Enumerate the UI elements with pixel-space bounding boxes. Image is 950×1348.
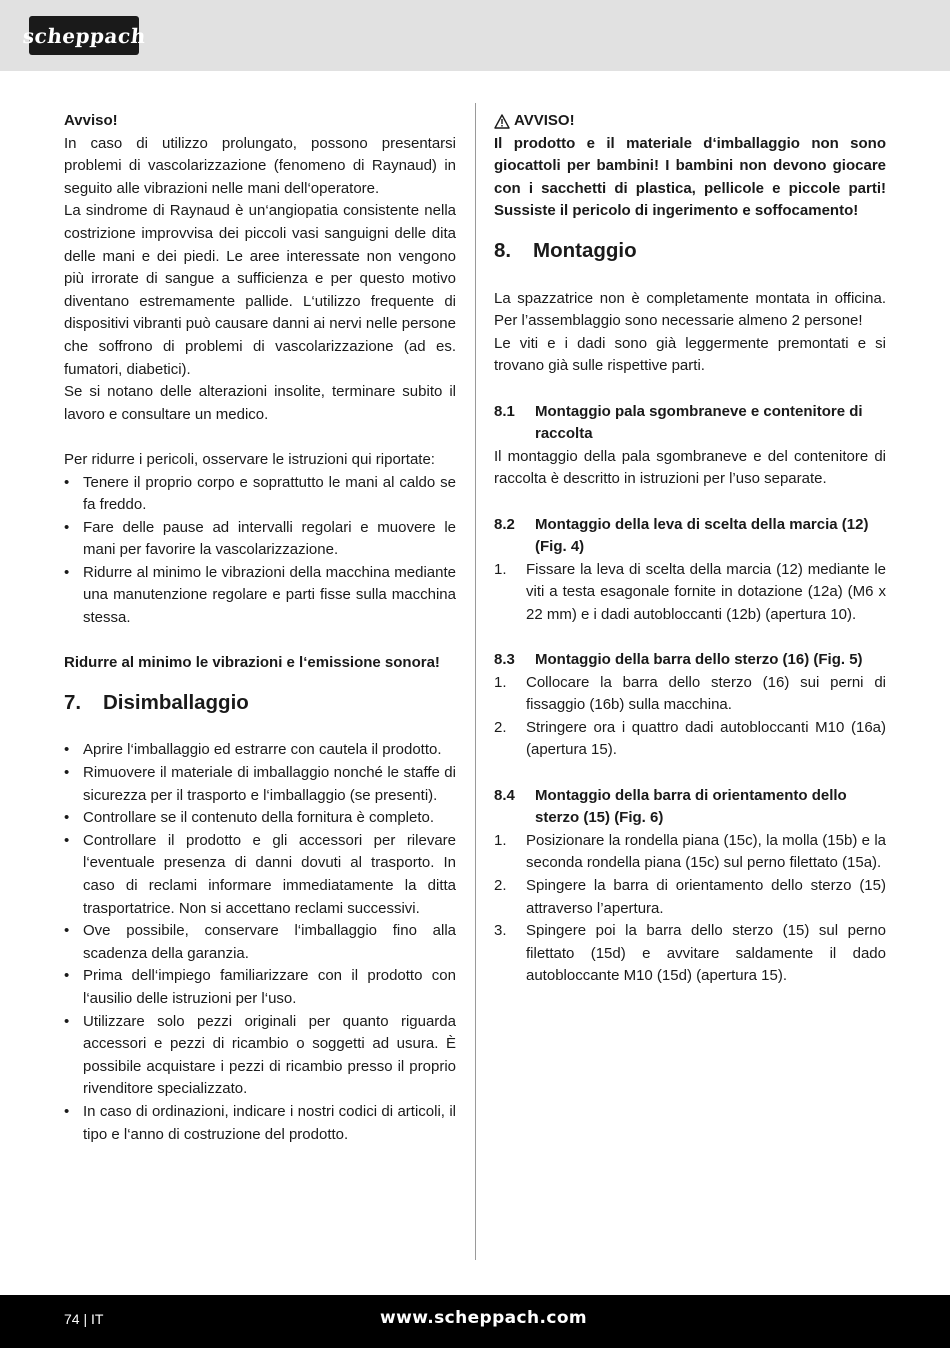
step-item	[494, 672, 886, 717]
section-title: Montaggio	[533, 238, 637, 262]
step-text: Spingere la barra di orientamento dello sterzo (15) attraverso l’apertura.	[526, 877, 886, 917]
steps-list	[494, 672, 886, 762]
section-number: 8.	[494, 238, 512, 262]
subsection-title: Montaggio della barra di orientamento dello sterzo (15) (Fig. 6)	[535, 786, 847, 827]
subsection-title: Montaggio della leva di scelta della marcia (12) (Fig. 4)	[535, 515, 869, 556]
notice-title: Avviso!	[64, 112, 118, 129]
list-item: • Utilizzare solo pezzi originali per quanto riguarda accessori e pezzi di ricambio o soggetti ad usura. È possibile acquistare i pezzi di ricambio presso il proprio rivenditore specializzato.	[64, 1011, 456, 1101]
step-text: Fissare la leva di scelta della marcia (12) mediante le viti a testa esagonale fornite in dotazione (12a) (M6 x 22 mm) e i dadi autobloccanti (12b) (apertura 10).	[526, 560, 886, 623]
subsection-title: Montaggio pala sgombraneve e contenitore di raccolta	[535, 402, 863, 443]
step-item	[494, 830, 886, 875]
left-column	[64, 110, 456, 1146]
list-item: • Controllare il prodotto e gli accessori per rilevare l‘eventuale presenza di danni dovuti al trasporto. In caso di reclami informare immediatamente la ditta trasportatrice. Non si accettano reclami successivi.	[64, 830, 456, 920]
subsection-number: 8.1	[494, 402, 515, 420]
steps-list	[494, 830, 886, 988]
warning-heading	[494, 110, 886, 133]
section-title: Disimballaggio	[103, 690, 249, 714]
section-7-heading	[64, 689, 456, 717]
reduce-list	[64, 472, 456, 630]
subsection-number: 8.2	[494, 515, 515, 533]
step-number: 3.	[494, 922, 507, 940]
list-item: • Rimuovere il materiale di imballaggio nonché le staffe di sicurezza per il trasporto e l‘imballaggio (se presenti).	[64, 762, 456, 807]
step-text: Stringere ora i quattro dadi autobloccanti M10 (16a) (apertura 15).	[526, 718, 886, 759]
reduce-intro: Per ridurre i pericoli, osservare le istruzioni qui riportate:	[64, 450, 435, 468]
step-number: 1.	[494, 673, 507, 691]
step-item	[494, 559, 886, 627]
step-item	[494, 875, 886, 920]
step-item	[494, 920, 886, 988]
step-number: 2.	[494, 877, 507, 894]
logo-text: scheppach	[21, 23, 147, 48]
column-divider	[475, 103, 476, 1260]
unpack-list	[64, 739, 456, 1146]
warning-text: Il prodotto e il materiale d‘imballaggio non sono giocattoli per bambini! I bambini non devono giocare con i sacchetti di plastica, pellicole e piccole parti! Sussiste il pericolo di ingerimento e soffocamento!	[494, 134, 886, 220]
notice-paragraph: In caso di utilizzo prolungato, possono presentarsi problemi di vascolarizzazione (fenomeno di Raynaud) in seguito alle vibrazioni nelle mani dell‘operatore.	[64, 134, 456, 197]
subsection-8-2-heading	[494, 514, 886, 559]
subsection-8-1-heading	[494, 401, 886, 446]
list-item: • Aprire l‘imballaggio ed estrarre con cautela il prodotto.	[64, 739, 456, 762]
subsection-number: 8.4	[494, 786, 515, 804]
warning-triangle-icon	[494, 114, 510, 129]
website-link[interactable]: www.scheppach.com	[380, 1308, 588, 1328]
subsection-8-3-heading	[494, 649, 886, 672]
subsection-text: Il montaggio della pala sgombraneve e del contenitore di raccolta è descritto in istruzioni per l’uso separate.	[494, 447, 886, 488]
subsection-number: 8.3	[494, 651, 515, 669]
reduce-bold-note: Ridurre al minimo le vibrazioni e l‘emissione sonora!	[64, 654, 440, 672]
step-text: Posizionare la rondella piana (15c), la molla (15b) e la seconda rondella piana (15c) sul perno filettato (15a).	[526, 831, 886, 872]
notice-paragraph: La sindrome di Raynaud è un‘angiopatia consistente nella costrizione improvvisa dei piccoli vasi sanguigni delle dita delle mani e dei piedi. Le aree interessate non vengono più irrorate di sangue a sufficienza e per questo motivo diventano estremamente pallide. L‘utilizzo frequente di dispositivi vibranti può causare danni ai nervi nelle persone che soffrono di problemi di vascolarizzazione (ad es. fumatori, diabetici).	[64, 202, 456, 378]
page-footer	[0, 1295, 950, 1348]
list-item: • Fare delle pause ad intervalli regolari e muovere le mani per favorire la vascolarizzazione.	[64, 517, 456, 562]
list-item: • Prima dell‘impiego familiarizzare con il prodotto con l‘ausilio delle istruzioni per l‘uso.	[64, 965, 456, 1010]
subsection-8-4-heading	[494, 785, 886, 830]
step-number: 1.	[494, 831, 507, 849]
notice-paragraph: Se si notano delle alterazioni insolite, terminare subito il lavoro e consultare un medico.	[64, 383, 456, 423]
list-item: • Ridurre al minimo le vibrazioni della macchina mediante una manutenzione regolare e parti fisse sulla macchina stessa.	[64, 562, 456, 630]
step-item	[494, 717, 886, 762]
step-text: Collocare la barra dello sterzo (16) sui perni di fissaggio (16b) sulla macchina.	[526, 673, 886, 714]
right-column	[494, 110, 886, 988]
subsection-title: Montaggio della barra dello sterzo (16) (Fig. 5)	[535, 651, 863, 669]
warning-title: AVVISO!	[514, 112, 575, 129]
step-number: 1.	[494, 560, 507, 578]
section-8-heading	[494, 237, 886, 265]
montaggio-paragraph: Le viti e i dadi sono già leggermente premontati e si trovano già sulle rispettive parti.	[494, 334, 886, 375]
page-header	[0, 0, 950, 71]
page-number: 74 | IT	[64, 1311, 104, 1327]
step-text: Spingere poi la barra dello sterzo (15) sul perno filettato (15d) e avvitare saldamente il dado autobloccante M10 (15d) (apertura 15).	[526, 922, 886, 985]
list-item: • Ove possibile, conservare l‘imballaggio fino alla scadenza della garanzia.	[64, 920, 456, 965]
list-item: • Tenere il proprio corpo e soprattutto le mani al caldo se fa freddo.	[64, 472, 456, 517]
list-item: • Controllare se il contenuto della fornitura è completo.	[64, 807, 456, 830]
list-item: • In caso di ordinazioni, indicare i nostri codici di articoli, il tipo e l‘anno di costruzione del prodotto.	[64, 1101, 456, 1146]
section-number: 7.	[64, 690, 82, 714]
scheppach-logo	[21, 16, 147, 55]
montaggio-paragraph: La spazzatrice non è completamente montata in officina. Per l’assemblaggio sono necessarie almeno 2 persone!	[494, 289, 886, 330]
steps-list	[494, 559, 886, 627]
step-number: 2.	[494, 718, 507, 736]
